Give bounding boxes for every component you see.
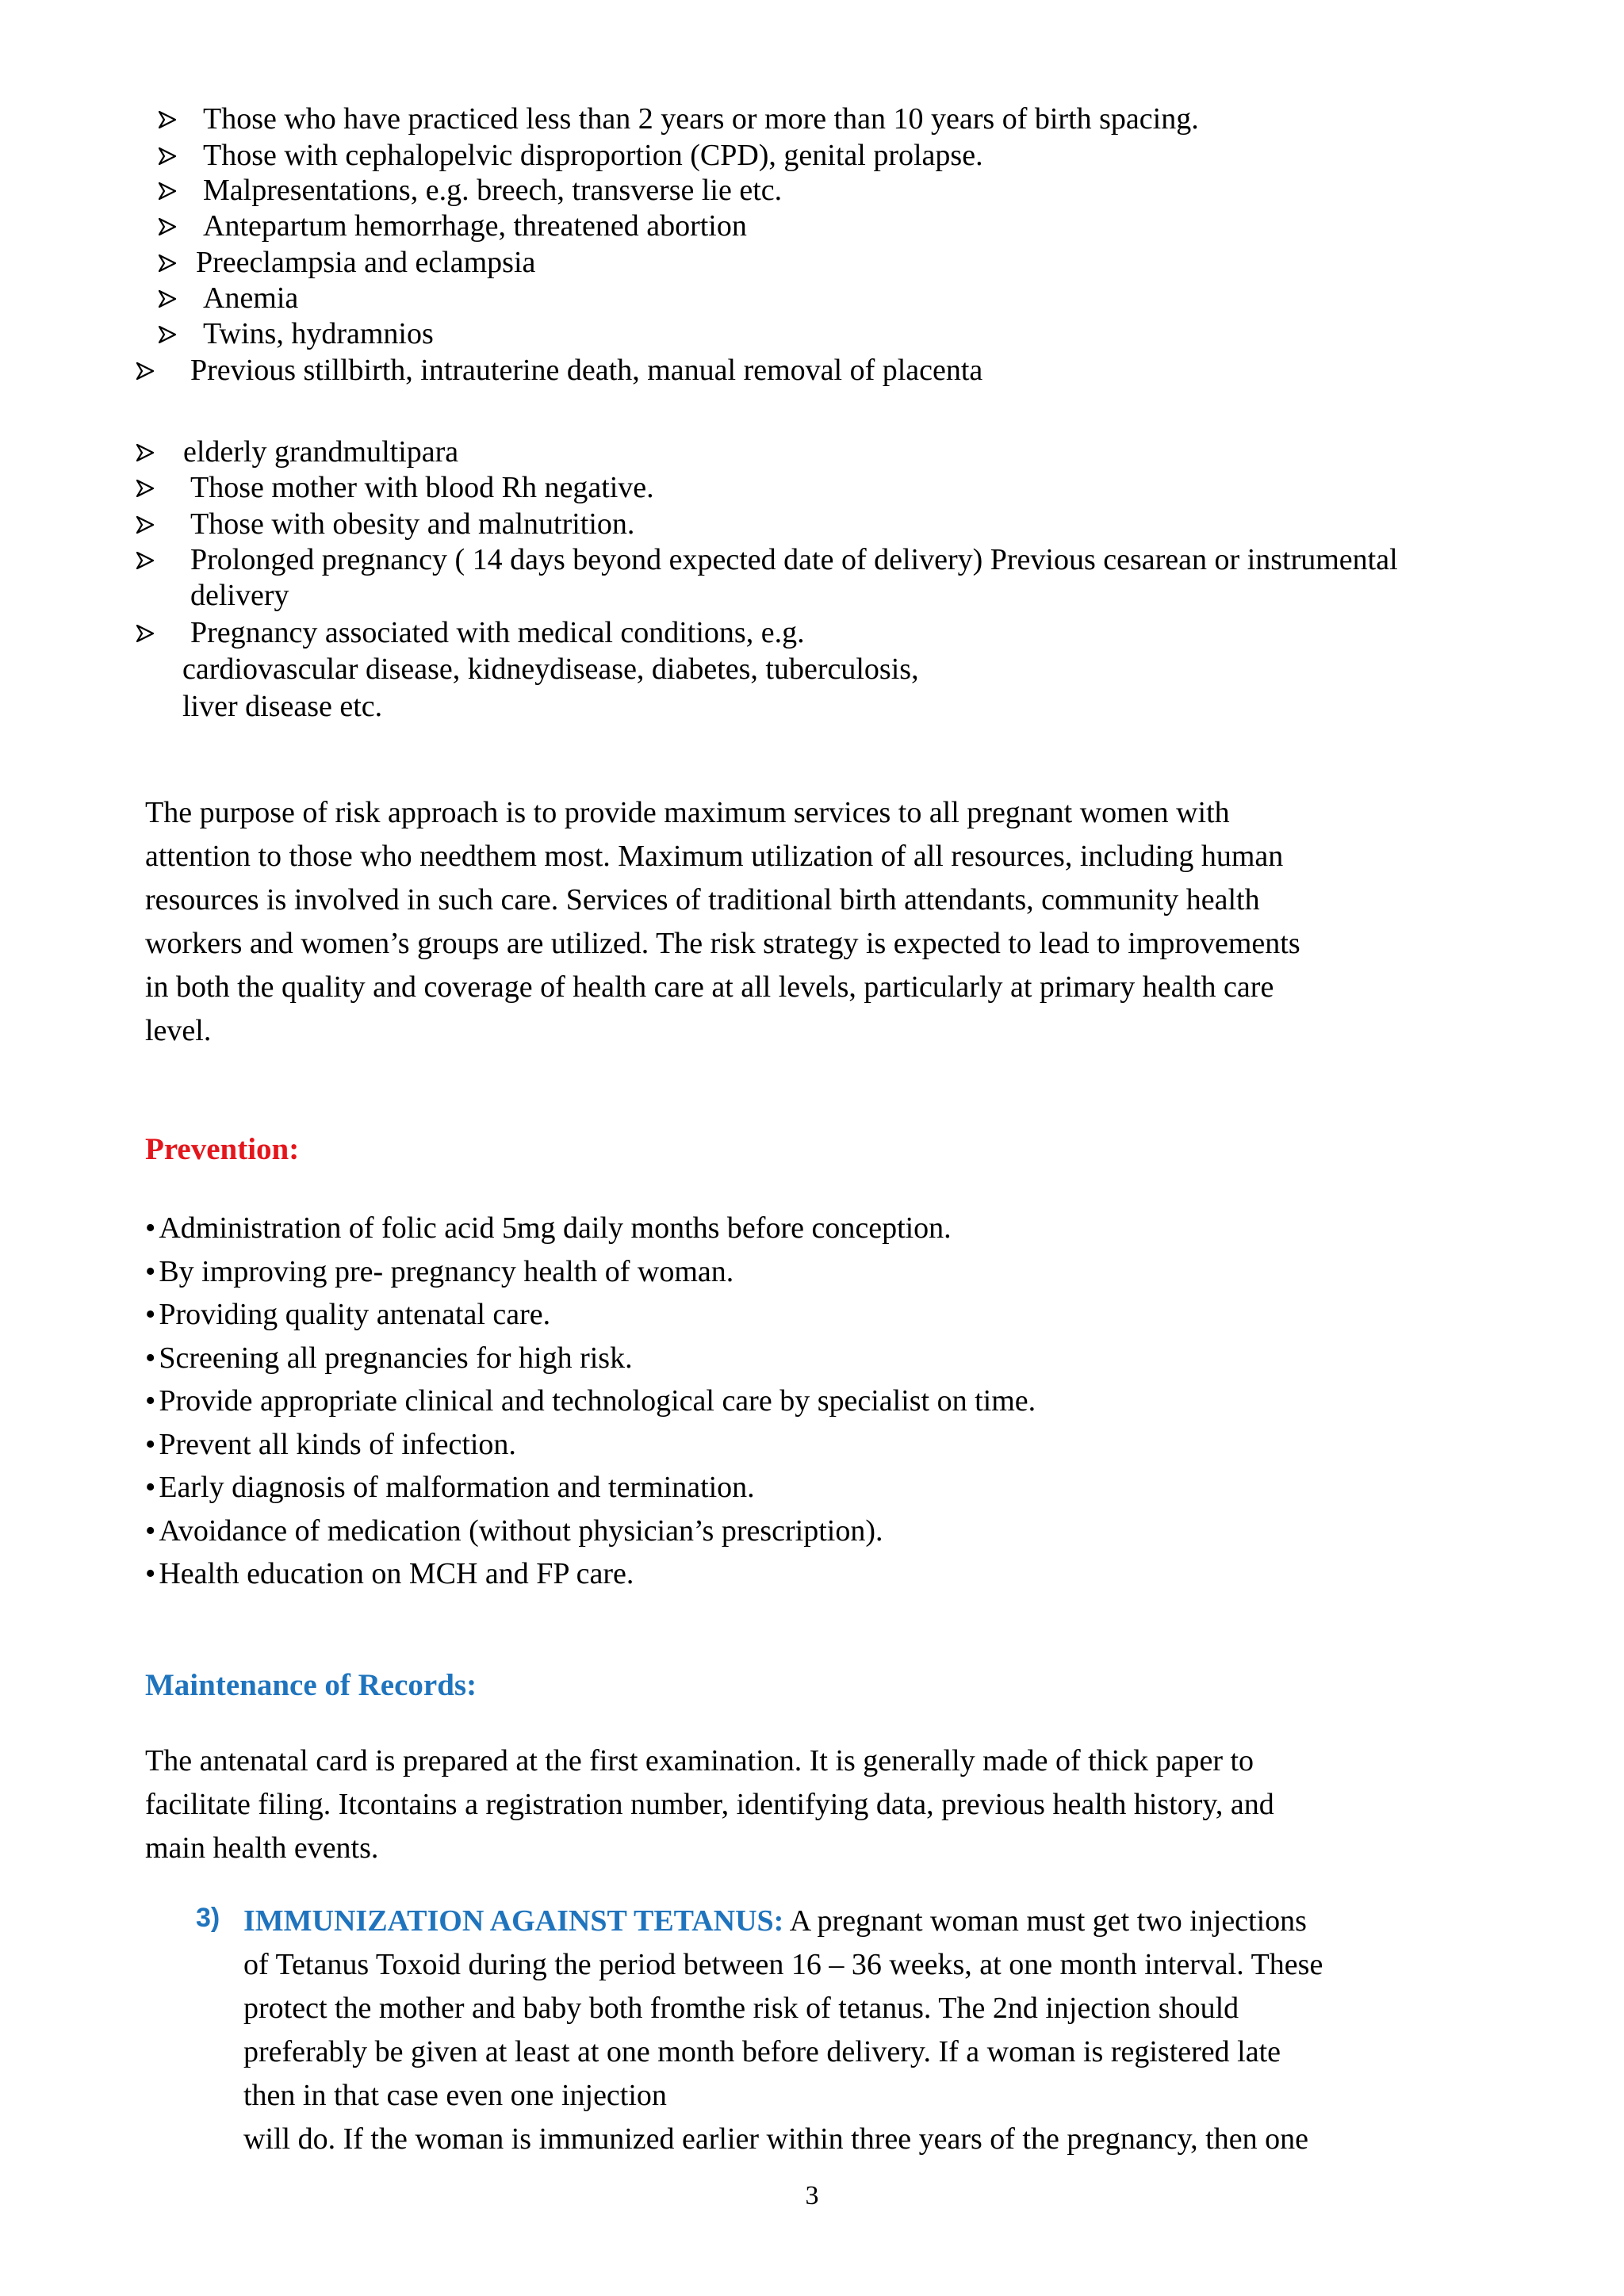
arrow-bullet-icon: [136, 352, 168, 388]
list-item-continuation: cardiovascular disease, kidneydisease, diabetes, tuberculosis,: [182, 652, 919, 686]
bullet-dot-icon: •: [145, 1557, 156, 1590]
arrow-bullet-icon: [159, 280, 190, 316]
immunization-first-line: IMMUNIZATION AGAINST TETANUS: A pregnant woman must get two injections: [243, 1904, 1307, 1938]
bullet-dot-icon: •: [145, 1471, 156, 1504]
document-page: Those who have practiced less than 2 years or more than 10 years of birth spacing. Those with cephalopelvic disproportion (CPD), genital prolapse. Malpresentations, e.g. breech, transverse lie etc. Antepartum hemorrhage, threatened abortion Preeclampsia and eclampsia Anemia Twins, hydramnios Previous stillbirth, intrauterine death, manual removal of placenta elderly grandmultipara Those mother with blood Rh negative. Those with obesity and malnutrition. Prolonged pregnancy ( 14 days beyond expected date of delivery) Previous cesarean or instrumental delivery Pregnancy associated with medical conditions, e.g. cardiovascular disease, kidneydisease, diabetes, tuberculosis, liver disease etc. The purpose of risk approach is to provide maximum services to all pregnant women with attention to those who needthem most. Maximum utilization of all resources, including human resources is involved in such care. Services of traditional birth attendants, community health workers and women’s groups are utilized. The risk strategy is expected to lead to improvements in both the quality and coverage of health care at all levels, particularly at primary health care level. Prevention: • Administration of folic acid 5mg daily months before conception. • By improving pre- pregnancy health of woman. • Providing quality antenatal care. • Screening all pregnancies for high risk. • Provide appropriate clinical and technological care by specialist on time. • Prevent all kinds of infection. • Early diagnosis of malformation and termination. • Avoidance of medication (without physician’s prescription). • Health education on MCH and FP care. Maintenance of Records: The antenatal card is prepared at the first examination. It is generally made of thick paper to facilitate filing. Itcontains a registration number, identifying data, previous health history, and main health events. 3) IMMUNIZATION AGAINST TETANUS: A pregnant woman must get two injections of Tetanus Toxoid during the period between 16 – 36 weeks, at one month interval. These protect the mother and baby both fromthe risk of tetanus. The 2nd injection should preferably be given at least at one month before delivery. If a woman is registered late then in that case even one injection will do. If the woman is immunized earlier within three years of the pregnancy, then one 3: [0, 0, 1624, 2296]
arrow-bullet-icon: [159, 172, 190, 209]
list-item: • Health education on MCH and FP care.: [145, 1557, 634, 1590]
immunization-title: IMMUNIZATION AGAINST TETANUS:: [243, 1904, 784, 1938]
list-item-continuation: liver disease etc.: [182, 690, 383, 723]
list-item-continuation: delivery: [190, 579, 289, 612]
bullet-dot-icon: •: [145, 1427, 156, 1461]
bullet-dot-icon: •: [145, 1341, 156, 1375]
list-item: • Administration of folic acid 5mg daily months before conception.: [145, 1211, 952, 1245]
purpose-paragraph: The purpose of risk approach is to provide maximum services to all pregnant women with attention to those who needthem most. Maximum utilization of all resources, including human resources is involved in such care. Services of traditional birth attendants, community health workers and women’s groups are utilized. The risk strategy is expected to lead to improvements in both the quality and coverage of health care at all levels, particularly at primary health care level.: [145, 796, 1300, 1047]
prevention-heading: Prevention:: [145, 1132, 300, 1166]
list-item: • Provide appropriate clinical and technological care by specialist on time.: [145, 1384, 1036, 1418]
arrow-bullet-icon: [136, 614, 168, 651]
list-item: • Avoidance of medication (without physician’s prescription).: [145, 1513, 883, 1548]
arrow-bullet-icon: [159, 137, 190, 174]
records-paragraph: The antenatal card is prepared at the first examination. It is generally made of thick paper to facilitate filing. Itcontains a registration number, identifying data, previous health history, and main health events.: [145, 1744, 1274, 1865]
records-heading: Maintenance of Records:: [145, 1668, 477, 1702]
section-number: 3): [196, 1903, 220, 1933]
arrow-bullet-icon: [159, 316, 190, 352]
prevention-list: [145, 1207, 1461, 1596]
arrow-bullet-icon: [136, 506, 168, 542]
bullet-dot-icon: •: [145, 1513, 156, 1548]
arrow-bullet-icon: [136, 469, 168, 506]
list-item: • Screening all pregnancies for high risk.: [145, 1341, 633, 1375]
arrow-bullet-icon: [159, 244, 190, 281]
bullet-dot-icon: •: [145, 1298, 156, 1331]
arrow-bullet-icon: [159, 208, 190, 244]
bullet-dot-icon: •: [145, 1384, 156, 1418]
bullet-dot-icon: •: [145, 1254, 156, 1288]
arrow-bullet-icon: [136, 541, 168, 578]
list-item: • Prevent all kinds of infection.: [145, 1427, 516, 1461]
arrow-bullet-icon: [159, 101, 190, 137]
list-item: • Early diagnosis of malformation and termination.: [145, 1471, 755, 1504]
immunization-section: 3) IMMUNIZATION AGAINST TETANUS: A pregnant woman must get two injections of Tetanus Toxoid during the period between 16 – 36 weeks, at one month interval. These protect the mother and baby both fromthe risk of tetanus. The 2nd injection should preferably be given at least at one month before delivery. If a woman is registered late then in that case even one injection will do. If the woman is immunized earlier within three years of the pregnancy, then one: [196, 1900, 1480, 2161]
bullet-dot-icon: •: [145, 1211, 156, 1245]
list-item: • By improving pre- pregnancy health of woman.: [145, 1254, 734, 1288]
page-number: 3: [805, 2181, 819, 2210]
arrow-bullet-icon: [136, 434, 168, 470]
list-item: • Providing quality antenatal care.: [145, 1298, 551, 1331]
